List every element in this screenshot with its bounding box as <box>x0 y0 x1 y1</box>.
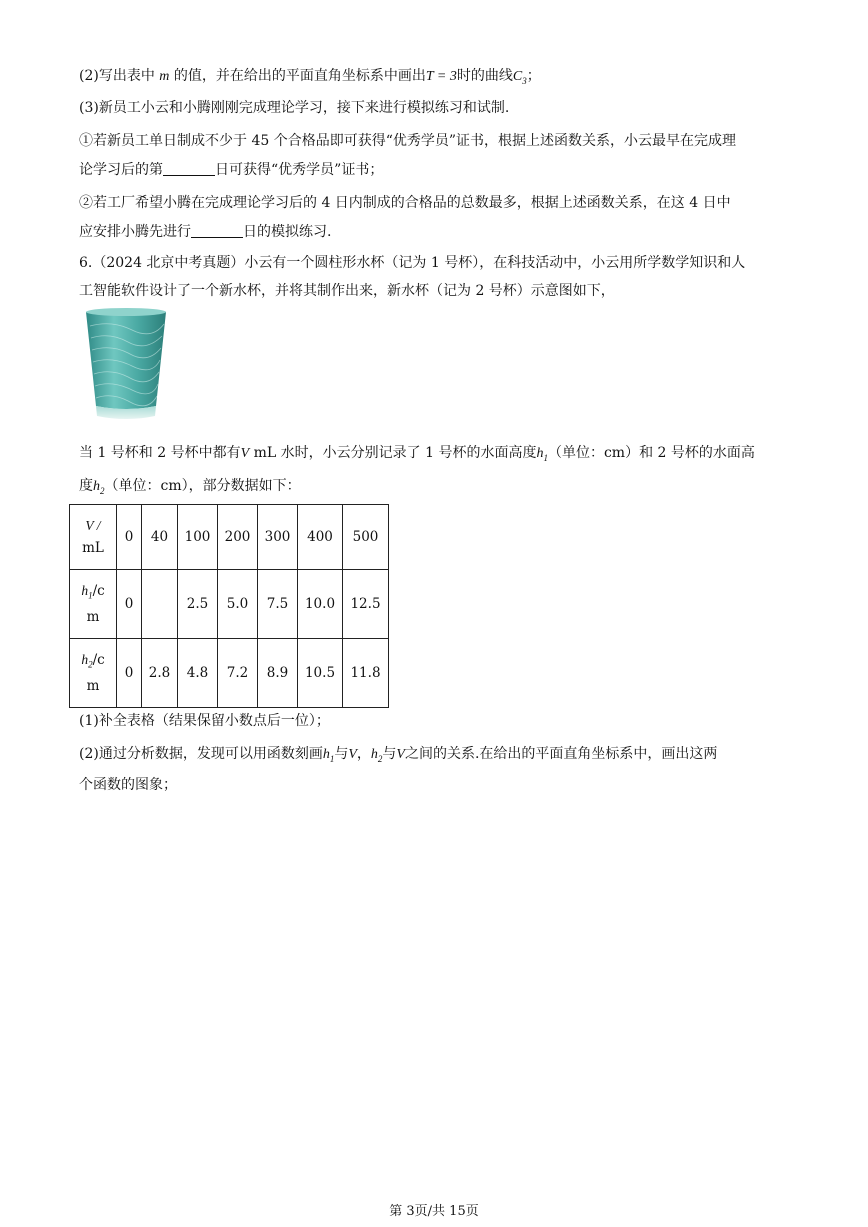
table-cell: 10.0 <box>298 570 343 639</box>
q5-part3-1-line1: ①若新员工单日制成不少于 45 个合格品即可获得“优秀学员”证书，根据上述函数关系，小云最早在完成理 <box>79 133 737 149</box>
q6-intro-line1: 6.（2024 北京中考真题）小云有一个圆柱形水杯（记为 1 号杯），在科技活动中，小云用所学数学知识和人 <box>79 255 746 271</box>
table-cell: 2.8 <box>142 639 178 708</box>
table-cell-blank <box>142 570 178 639</box>
table-cell: 400 <box>298 505 343 570</box>
q5-part3-1-line2: 论学习后的第 日可获得“优秀学员”证书； <box>79 162 384 178</box>
row-label-h2: $h_2/c$ m <box>70 639 117 708</box>
q6-part2-line1: (2)通过分析数据，发现可以用函数刻画$h_1$与V，$h_2$与V之间的关系.在给出的平面直角坐标系中，画出这两 <box>79 746 718 764</box>
table-cell: 100 <box>178 505 218 570</box>
q6-desc-line1: 当 1 号杯和 2 号杯中都有V mL 水时，小云分别记录了 1 号杯的水面高度$h_1$（单位：cm）和 2 号杯的水面高 <box>79 445 755 463</box>
q6-desc-line2: 度$h_2$（单位：cm），部分数据如下： <box>79 478 301 496</box>
table-cell: 7.2 <box>218 639 258 708</box>
table-cell: 0 <box>117 570 142 639</box>
table-cell: 8.9 <box>258 639 298 708</box>
data-table <box>69 504 389 708</box>
table-cell: 2.5 <box>178 570 218 639</box>
row-label-h1: $h_1/c$ m <box>70 570 117 639</box>
var-m: m <box>159 69 170 84</box>
table-cell: 10.5 <box>298 639 343 708</box>
q6-intro-line2: 工智能软件设计了一个新水杯，并将其制作出来，新水杯（记为 2 号杯）示意图如下， <box>79 283 615 299</box>
q5-part3-2-line2: 应安排小腾先进行 日的模拟练习. <box>79 224 332 240</box>
table-cell: 0 <box>117 639 142 708</box>
table-row-v <box>70 505 389 570</box>
table-cell: 11.8 <box>343 639 389 708</box>
table-cell: 500 <box>343 505 389 570</box>
answer-blank <box>191 223 243 238</box>
table-row-h1 <box>70 570 389 639</box>
q5-part3-2-line1: ②若工厂希望小腾在完成理论学习后的 4 日内制成的合格品的总数最多，根据上述函数关系，在这 4 日中 <box>79 195 731 211</box>
table-cell: 200 <box>218 505 258 570</box>
table-cell: 0 <box>117 505 142 570</box>
table-cell: 12.5 <box>343 570 389 639</box>
table-cell: 40 <box>142 505 178 570</box>
answer-blank <box>163 161 215 176</box>
var-C3: $C_3$ <box>512 69 527 86</box>
table-row-h2 <box>70 639 389 708</box>
eq-T3: T = 3 <box>425 69 457 84</box>
water-cup-image <box>82 306 170 424</box>
table-cell: 300 <box>258 505 298 570</box>
table-cell: 7.5 <box>258 570 298 639</box>
row-label-v: V / mL <box>70 505 117 570</box>
table-cell: 4.8 <box>178 639 218 708</box>
q6-part2-line2: 个函数的图象； <box>79 777 177 793</box>
page-footer: 第 3页/共 15页 <box>389 1204 479 1219</box>
table-cell: 5.0 <box>218 570 258 639</box>
q5-part3: (3)新员工小云和小腾刚刚完成理论学习，接下来进行模拟练习和试制. <box>79 100 510 116</box>
q6-part1: (1)补全表格（结果保留小数点后一位）； <box>79 713 330 729</box>
q5-part2: (2)写出表中 m 的值，并在给出的平面直角坐标系中画出T = 3时的曲线$C_3$； <box>79 68 541 86</box>
